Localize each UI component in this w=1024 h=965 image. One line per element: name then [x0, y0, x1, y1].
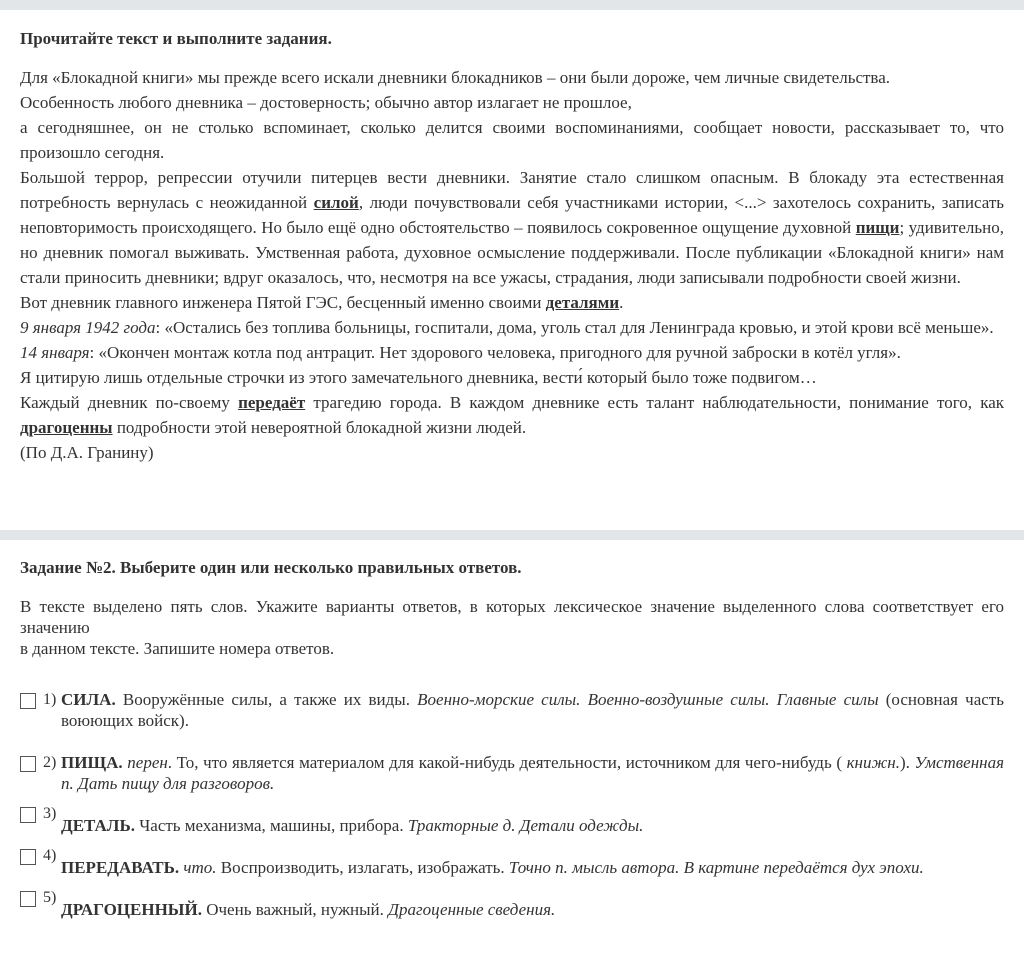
paragraph: Особенность любого дневника – достоверность; обычно автор излагает не прошлое,: [20, 93, 632, 112]
option-text: СИЛА. Вооружённые силы, а также их виды. Военно-морские силы. Военно-воздушные силы. Главные силы (основная часть воюющих войск).: [61, 690, 1004, 730]
section-divider-band: [0, 530, 1024, 540]
diary-date: 9 января 1942 года: [20, 318, 156, 337]
option-checkbox[interactable]: [20, 807, 36, 823]
task-instructions: В тексте выделено пять слов. Укажите варианты ответов, в которых лексическое значение выделенного слова соответствует его значению в данном тексте. Запишите номера ответов.: [20, 597, 1004, 658]
diary-date: 14 января: [20, 343, 90, 362]
option-text: ДЕТАЛЬ. Часть механизма, машины, прибора. Тракторные д. Детали одежды.: [61, 816, 644, 835]
paragraph: Для «Блокадной книги» мы прежде всего искали дневники блокадников – они были дороже, чем личные свидетельства.: [20, 68, 891, 87]
paragraph: Каждый дневник по-своему передаёт трагедию города. В каждом дневнике есть талант наблюдательности, понимание того, как драгоценны подробности этой невероятной блокадной жизни людей.: [20, 393, 1005, 437]
paragraph: Вот дневник главного инженера Пятой ГЭС, бесценный именно своими деталями.: [20, 293, 624, 312]
option-text: ПЕРЕДАВАТЬ. что. Воспроизводить, излагать, изображать. Точно п. мысль автора. В картине передаётся дух эпохи.: [61, 858, 924, 877]
paragraph: Большой террор, репрессии отучили питерцев вести дневники. Занятие стало слишком опасным. В блокаду эта естественная потребность вернулась с неожиданной силой, люди почувствовали себя участниками истории, <...> захотелось сохранить, записать неповторимость происходящего. Но было ещё одно обстоятельство – появилось сокровенное ощущение духовной пищи; удивительно, но дневник помогал выживать. Умственная работа, духовное осмысление поддерживали. После публикации «Блокадной книги» нам стали приносить дневники; вдруг оказалось, что, несмотря на все ужасы, страдания, люди записывали подробности своей жизни.: [20, 168, 1004, 287]
answer-option-3[interactable]: [20, 805, 1004, 836]
highlighted-word-peredavat: передаёт: [238, 393, 306, 412]
highlighted-word-pishcha: пищи: [855, 218, 900, 237]
paragraph: а сегодняшнее, он не столько вспоминает, сколько делится своими воспоминаниями, сообщает новости, рассказывает то, что произошло сегодня.: [20, 118, 1004, 162]
source-attribution: (По Д.А. Гранину): [20, 443, 154, 462]
reading-text: [20, 65, 1004, 465]
option-number: 4): [43, 847, 57, 864]
reading-heading: Прочитайте текст и выполните задания.: [20, 29, 332, 48]
option-checkbox[interactable]: [20, 693, 36, 709]
answer-option-5[interactable]: [20, 889, 1004, 920]
highlighted-word-sila: силой: [313, 193, 359, 212]
paragraph: 14 января: «Окончен монтаж котла под антрацит. Нет здорового человека, пригодного для ручной заброски в котёл угля».: [20, 343, 901, 362]
option-number: 5): [43, 889, 57, 906]
option-number: 1): [43, 691, 57, 708]
top-divider-band: [0, 0, 1024, 10]
option-checkbox[interactable]: [20, 891, 36, 907]
paragraph: 9 января 1942 года: «Остались без топлива больницы, госпитали, дома, уголь стал для Ленинграда кровью, и этой крови всё меньше».: [20, 318, 994, 337]
option-text: ПИЩА. перен. То, что является материалом для какой-нибудь деятельности, источником для чего-нибудь ( книжн.). Умственная п. Дать пищу для разговоров.: [61, 753, 1004, 793]
highlighted-word-detal: деталями: [545, 293, 620, 312]
option-checkbox[interactable]: [20, 756, 36, 772]
task-heading: Задание №2. Выберите один или несколько правильных ответов.: [20, 558, 522, 577]
highlighted-word-dragocenny: драгоценны: [20, 418, 113, 437]
option-text: ДРАГОЦЕННЫЙ. Очень важный, нужный. Драгоценные сведения.: [61, 900, 556, 919]
option-checkbox[interactable]: [20, 849, 36, 865]
answer-option-1[interactable]: [20, 689, 1004, 731]
answer-option-4[interactable]: [20, 847, 1004, 878]
paragraph: Я цитирую лишь отдельные строчки из этого замечательного дневника, вести́ который было тоже подвигом…: [20, 368, 817, 387]
option-number: 2): [43, 754, 57, 771]
option-number: 3): [43, 805, 57, 822]
answer-option-2[interactable]: [20, 752, 1004, 794]
